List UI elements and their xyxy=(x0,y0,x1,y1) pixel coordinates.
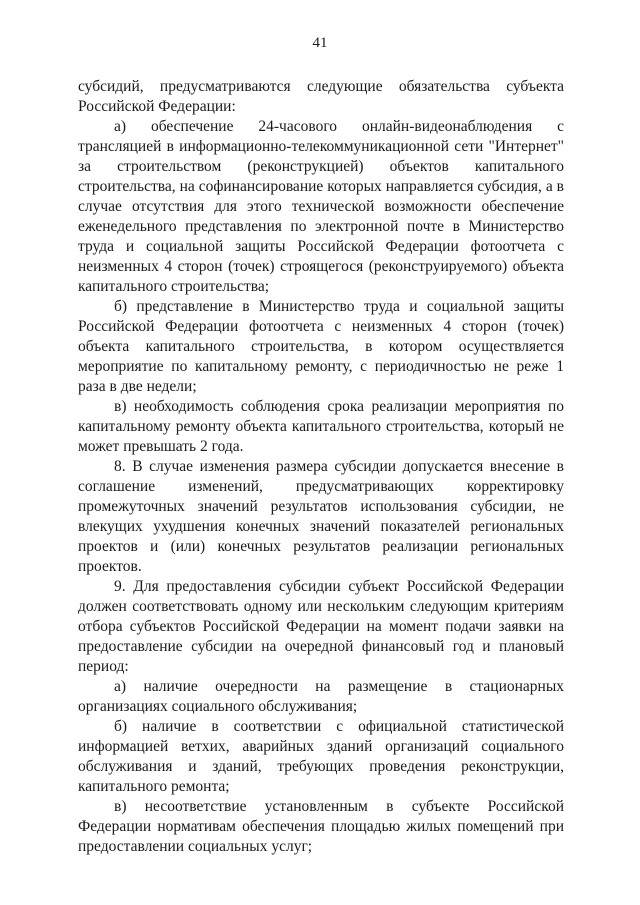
document-body xyxy=(78,77,564,857)
paragraph: в) необходимость соблюдения срока реализации мероприятия по капитальному ремонту объекта капитального строительства, который не может превышать 2 года. xyxy=(78,398,564,455)
paragraph: а) обеспечение 24-часового онлайн-видеонаблюдения с трансляцией в информационно-телекоммуникационной сети "Интернет" за строительством (реконструкцией) объектов капитального строительства, на софинансирование которых направляется субсидия, а в случае отсутствия для этого технической возможности обеспечение еженедельного представления по электронной почте в Министерство труда и социальной защиты Российской Федерации фотоотчета с неизменных 4 сторон (точек) строящегося (реконструируемого) объекта капитального строительства; xyxy=(78,118,564,295)
paragraph: 9. Для предоставления субсидии субъект Российской Федерации должен соответствовать одному или нескольким следующим критериям отбора субъектов Российской Федерации на момент подачи заявки на предоставление субсидии на очередной финансовый год и плановый период: xyxy=(78,578,564,675)
paragraph: а) наличие очередности на размещение в стационарных организациях социального обслуживания; xyxy=(78,678,564,715)
paragraph: б) представление в Министерство труда и социальной защиты Российской Федерации фотоотчета с неизменных 4 сторон (точек) объекта капитального строительства, в котором осуществляется мероприятие по капитальному ремонту, с периодичностью не реже 1 раза в две недели; xyxy=(78,298,564,395)
paragraph: б) наличие в соответствии с официальной статистической информацией ветхих, аварийных зданий организаций социального обслуживания и зданий, требующих проведения реконструкции, капитального ремонта; xyxy=(78,718,564,795)
page-number: 41 xyxy=(312,35,328,51)
paragraph: субсидий, предусматриваются следующие обязательства субъекта Российской Федерации: xyxy=(78,78,564,115)
paragraph: в) несоответствие установленным в субъекте Российской Федерации нормативам обеспечения площадью жилых помещений при предоставлении социальных услуг; xyxy=(78,798,564,855)
paragraph: 8. В случае изменения размера субсидии допускается внесение в соглашение изменений, предусматривающих корректировку промежуточных значений результатов использования субсидии, не влекущих ухудшения конечных значений показателей региональных проектов и (или) конечных результатов реализации региональных проектов. xyxy=(78,458,564,575)
